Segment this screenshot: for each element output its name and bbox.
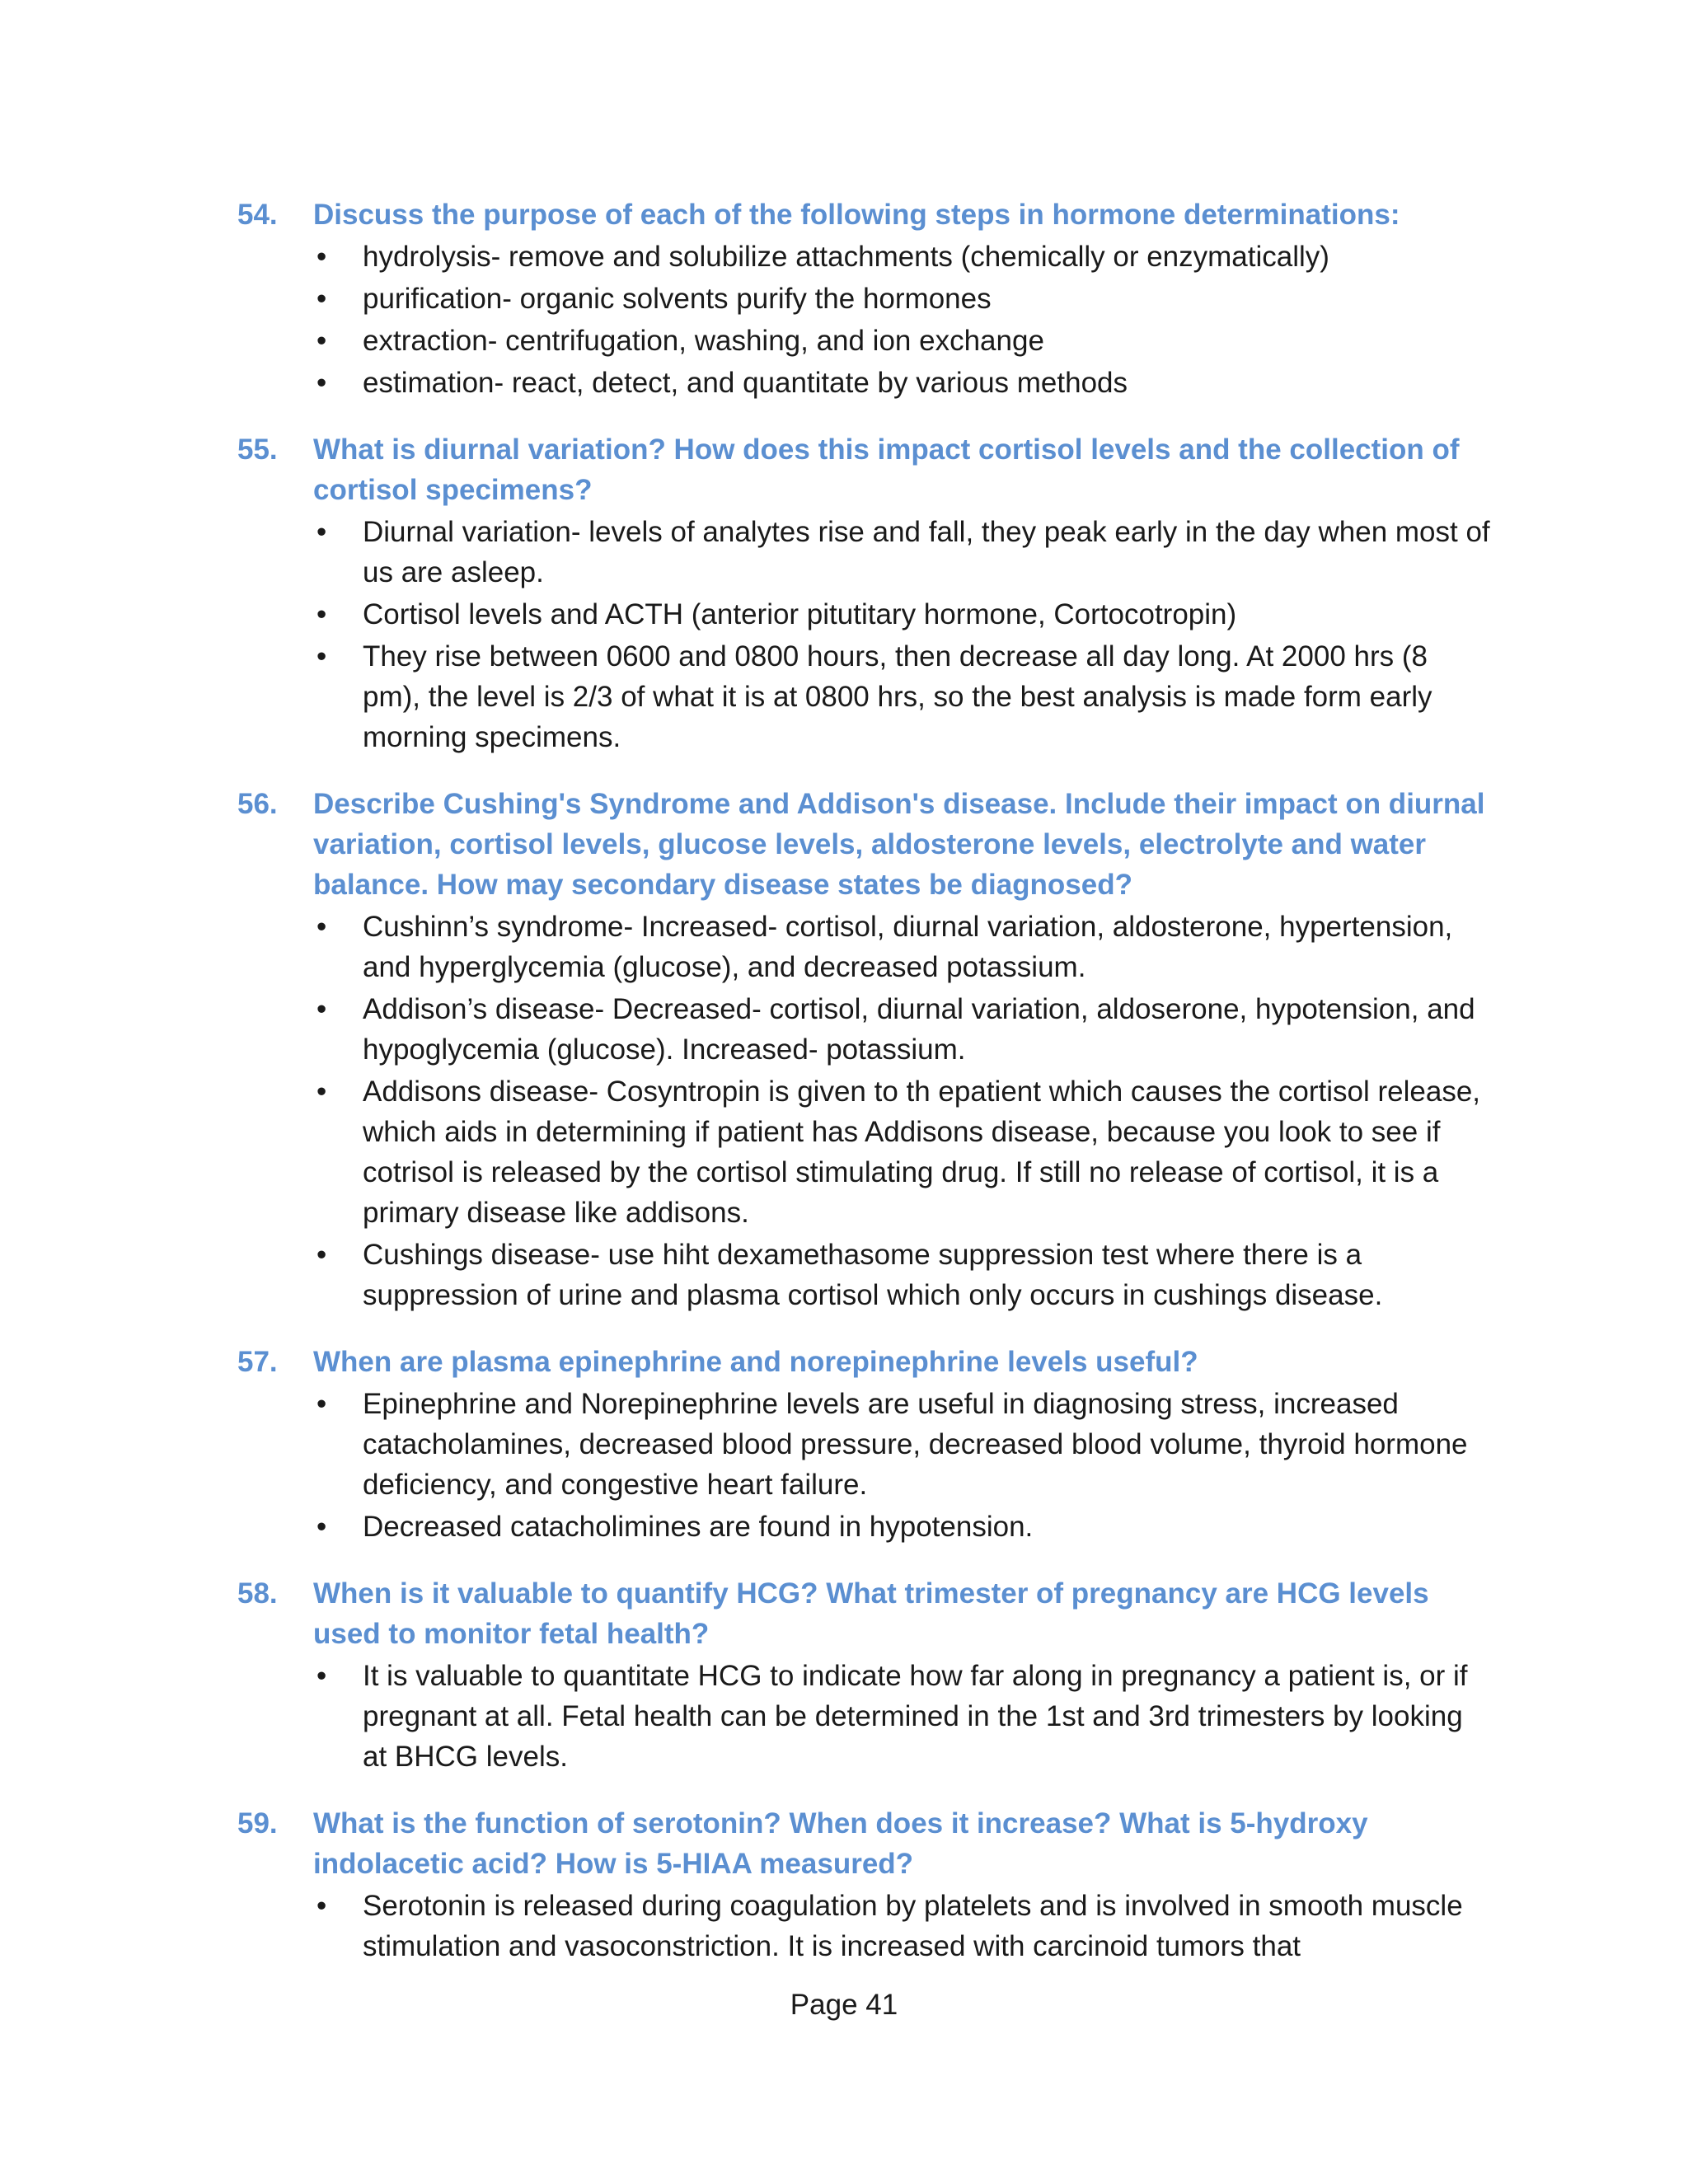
page-number: Page 41 (790, 1989, 898, 2021)
answer-text: Addison’s disease- Decreased- cortisol, diurnal variation, aldoserone, hypotension, and hypoglycemia (glucose). Increased- potassium. (363, 993, 1475, 1066)
answer-item (313, 363, 1490, 403)
bullet-dot-icon: • (316, 283, 327, 315)
answer-text: Epinephrine and Norepinephrine levels are useful in diagnosing stress, increased catacholamines, decreased blood pressure, decreased blood volume, thyroid hormone deficiency, and congestive heart failure. (363, 1388, 1468, 1501)
bullet-dot-icon: • (316, 367, 327, 399)
question-number: 56. (237, 788, 278, 820)
question-number: 59. (237, 1807, 278, 1840)
answer-text: hydrolysis- remove and solubilize attachments (chemically or enzymatically) (363, 241, 1329, 273)
bullet-dot-icon: • (316, 993, 327, 1025)
question-heading (237, 1803, 1490, 1884)
answer-text: Cushinn’s syndrome- Increased- cortisol, diurnal variation, aldosterone, hypertension, and hyperglycemia (glucose), and decreased potassium. (363, 911, 1453, 983)
bullet-dot-icon: • (316, 1388, 327, 1420)
answer-text: They rise between 0600 and 0800 hours, then decrease all day long. At 2000 hrs (8 pm), the level is 2/3 of what it is at 0800 hrs, so the best analysis is made form early morning specimens. (363, 640, 1432, 753)
question-heading (237, 1573, 1490, 1654)
question-text: What is the function of serotonin? When does it increase? What is 5-hydroxy indolacetic acid? How is 5-HIAA measured? (313, 1807, 1368, 1880)
answer-text: It is valuable to quantitate HCG to indicate how far along in pregnancy a patient is, or if pregnant at all. Fetal health can be determined in the 1st and 3rd trimesters by looking at BHCG levels. (363, 1660, 1468, 1773)
answer-item (313, 594, 1490, 635)
question-number: 58. (237, 1577, 278, 1610)
answer-item (313, 1235, 1490, 1315)
answer-text: Addisons disease- Cosyntropin is given to th epatient which causes the cortisol release, which aids in determining if patient has Addisons disease, because you look to see if cotrisol is released by the cortisol stimulating drug. If still no release of cortisol, it is a primary disease like addisons. (363, 1076, 1481, 1229)
answer-item (313, 237, 1490, 277)
question-block (237, 784, 1490, 1315)
answer-list (237, 1886, 1490, 1966)
question-heading (237, 429, 1490, 510)
answer-list (237, 1384, 1490, 1547)
answer-text: Serotonin is released during coagulation by platelets and is involved in smooth muscle stimulation and vasoconstriction. It is increased with carcinoid tumors that (363, 1890, 1463, 1962)
question-heading (237, 784, 1490, 905)
question-text: When are plasma epinephrine and norepinephrine levels useful? (313, 1346, 1198, 1378)
answer-item (313, 321, 1490, 361)
question-text: What is diurnal variation? How does this impact cortisol levels and the collection of cortisol specimens? (313, 434, 1460, 506)
bullet-dot-icon: • (316, 1076, 327, 1108)
answer-text: Decreased catacholimines are found in hypotension. (363, 1511, 1034, 1543)
answer-list (237, 512, 1490, 757)
question-number: 54. (237, 199, 278, 231)
answer-text: Diurnal variation- levels of analytes rise and fall, they peak early in the day when most of us are asleep. (363, 516, 1490, 588)
answer-list (237, 907, 1490, 1315)
bullet-dot-icon: • (316, 911, 327, 943)
answer-item (313, 1071, 1490, 1233)
question-block (237, 429, 1490, 757)
answer-item (313, 1656, 1490, 1777)
question-heading (237, 1342, 1490, 1382)
question-block (237, 1803, 1490, 1966)
bullet-dot-icon: • (316, 241, 327, 273)
bullet-dot-icon: • (316, 1239, 327, 1271)
answer-text: estimation- react, detect, and quantitate by various methods (363, 367, 1128, 399)
bullet-dot-icon: • (316, 598, 327, 630)
question-text: Discuss the purpose of each of the following steps in hormone determinations: (313, 199, 1400, 231)
answer-text: Cushings disease- use hiht dexamethasome suppression test where there is a suppression of urine and plasma cortisol which only occurs in cushings disease. (363, 1239, 1383, 1311)
answer-item (313, 512, 1490, 593)
question-list (237, 194, 1490, 1993)
question-heading (237, 194, 1490, 235)
bullet-dot-icon: • (316, 640, 327, 673)
question-text: Describe Cushing's Syndrome and Addison's disease. Include their impact on diurnal variation, cortisol levels, glucose levels, aldosterone levels, electrolyte and water balance. How may secondary disease states be diagnosed? (313, 788, 1485, 901)
question-number: 55. (237, 434, 278, 466)
question-block (237, 1342, 1490, 1547)
answer-item (313, 279, 1490, 319)
answer-item (313, 907, 1490, 987)
answer-text: purification- organic solvents purify the hormones (363, 283, 992, 315)
answer-list (237, 237, 1490, 403)
answer-item (313, 636, 1490, 757)
bullet-dot-icon: • (316, 1890, 327, 1922)
answer-item (313, 1384, 1490, 1505)
question-block (237, 1573, 1490, 1777)
bullet-dot-icon: • (316, 516, 327, 548)
answer-list (237, 1656, 1490, 1777)
bullet-dot-icon: • (316, 1511, 327, 1543)
answer-item (313, 1886, 1490, 1966)
answer-text: extraction- centrifugation, washing, and ion exchange (363, 325, 1044, 357)
answer-item (313, 989, 1490, 1070)
question-block (237, 194, 1490, 403)
answer-text: Cortisol levels and ACTH (anterior pitutitary hormone, Cortocotropin) (363, 598, 1237, 630)
bullet-dot-icon: • (316, 1660, 327, 1692)
question-text: When is it valuable to quantify HCG? What trimester of pregnancy are HCG levels used to monitor fetal health? (313, 1577, 1429, 1650)
question-number: 57. (237, 1346, 278, 1378)
answer-item (313, 1507, 1490, 1547)
bullet-dot-icon: • (316, 325, 327, 357)
